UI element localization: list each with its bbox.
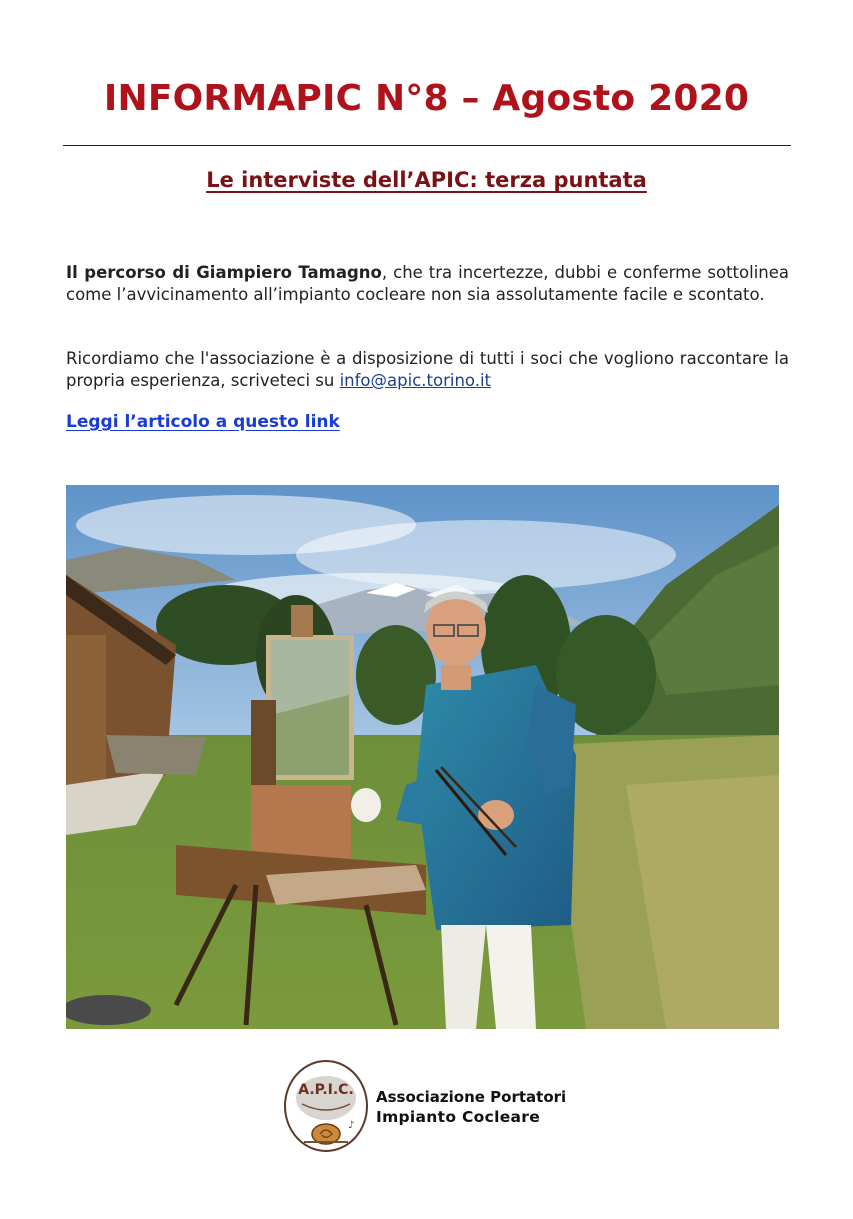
intro-bold-lead: Il percorso di Giampiero Tamagno — [66, 263, 382, 282]
contact-paragraph — [66, 348, 789, 392]
email-link[interactable]: info@apic.torino.it — [339, 371, 492, 390]
logo-association-line1: Associazione Portatori — [376, 1088, 567, 1106]
title-divider — [63, 145, 791, 146]
intro-paragraph — [66, 262, 789, 306]
logo-association-line2: Impianto Cocleare — [376, 1108, 541, 1126]
painter-landscape-image — [66, 485, 779, 1029]
read-article-link[interactable]: Leggi l’articolo a questo link — [66, 412, 340, 432]
svg-text:A.P.I.C.: A.P.I.C. — [298, 1082, 354, 1098]
apic-badge-icon — [282, 1058, 370, 1154]
intro-rest: , che tra incertezze, dubbi e conferme sottolinea come l’avvicinamento all’impianto cocleare non sia assolutamente facile e scontato. — [66, 263, 789, 304]
svg-text:♪: ♪ — [348, 1120, 355, 1131]
article-photo — [66, 485, 779, 1029]
apic-logo — [282, 1058, 567, 1158]
article-subtitle: Le interviste dell’APIC: terza puntata — [206, 168, 647, 192]
contact-text: Ricordiamo che l'associazione è a disposizione di tutti i soci che vogliono raccontare la propria esperienza, scriveteci su — [66, 349, 789, 390]
page-title: INFORMAPIC N°8 – Agosto 2020 — [103, 78, 750, 119]
